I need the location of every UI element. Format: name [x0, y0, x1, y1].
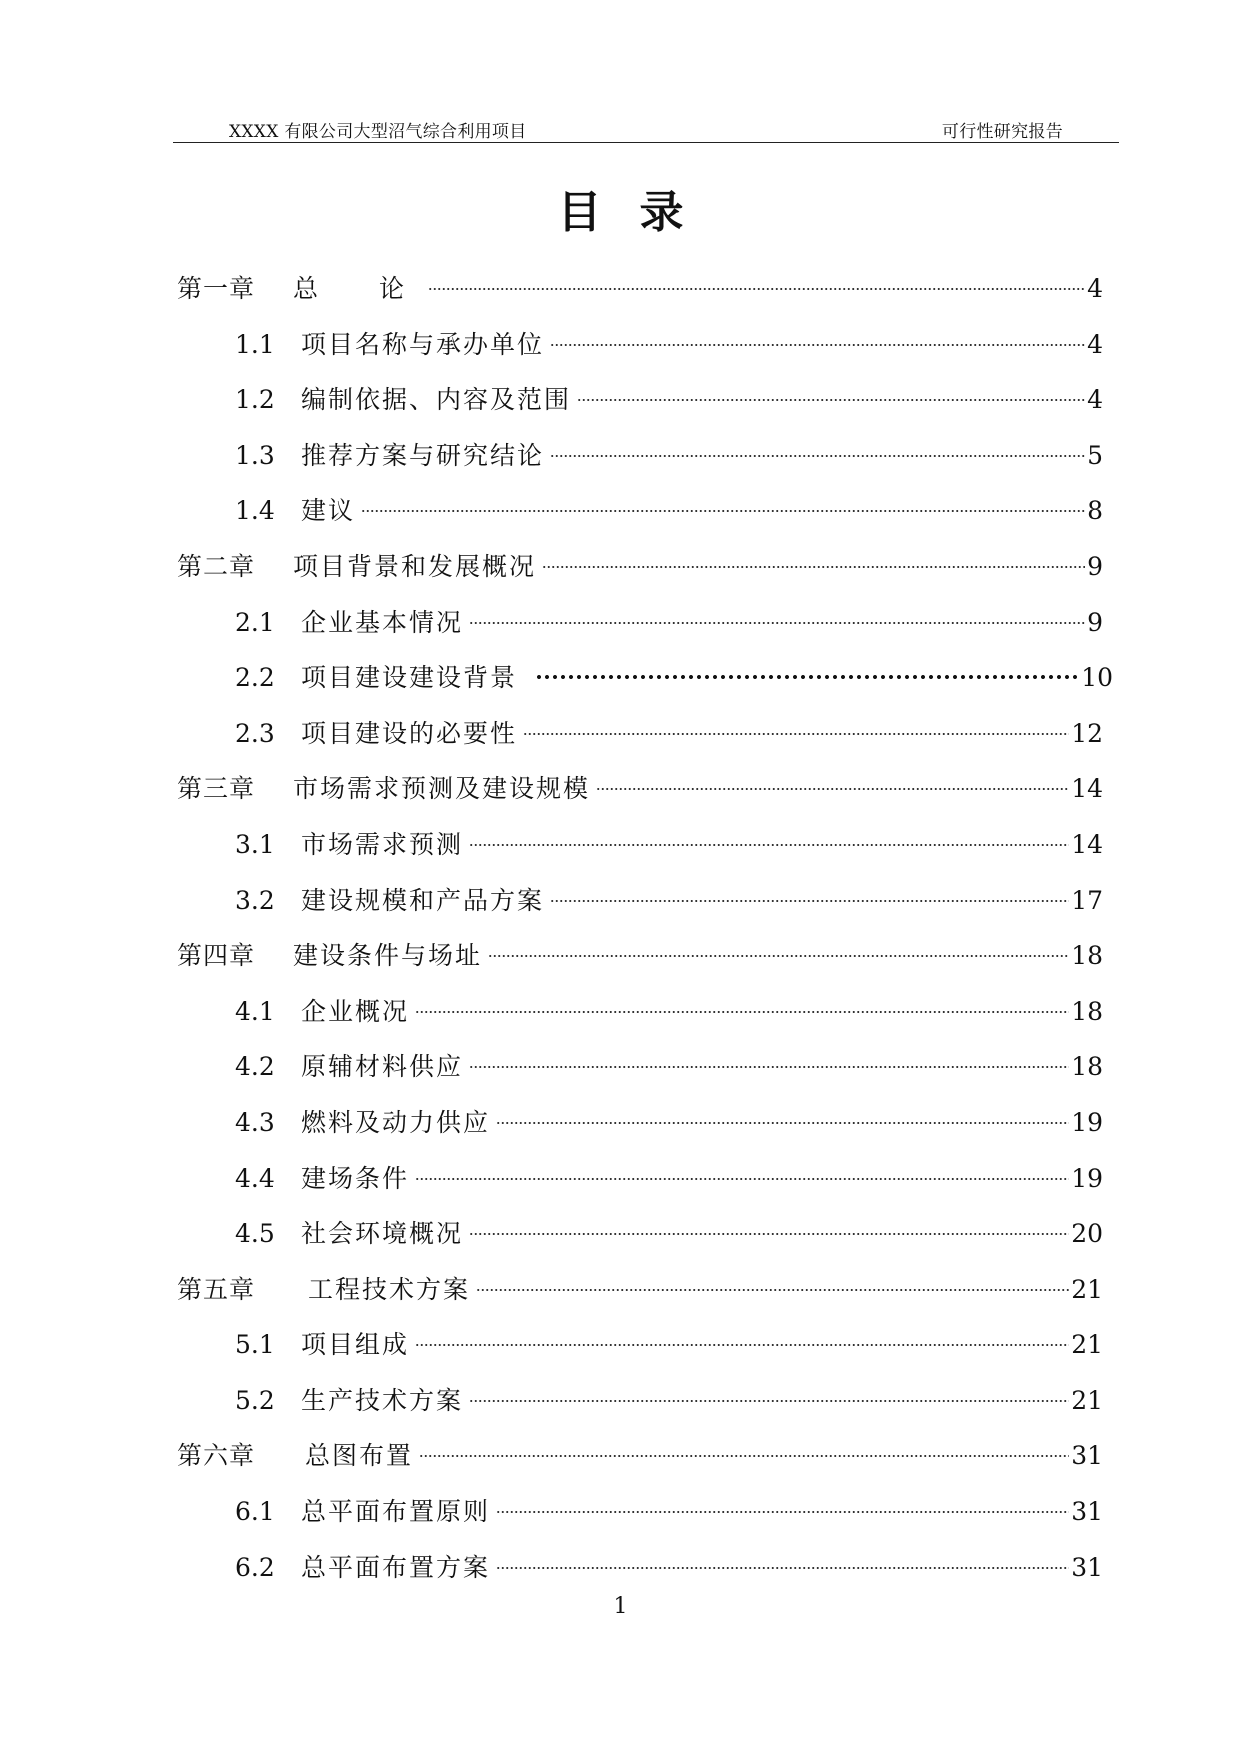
toc-section-number: 4.4	[235, 1163, 275, 1193]
toc-chapter-number: 第二章	[177, 551, 256, 581]
toc-dot-leader	[428, 286, 1085, 292]
toc-section-5-2[interactable]	[0, 1384, 1241, 1440]
toc-page-number: 18	[1071, 1052, 1103, 1082]
toc-section-4-3[interactable]	[0, 1106, 1241, 1162]
toc-chapter-3[interactable]	[0, 772, 1241, 828]
toc-page-number: 12	[1071, 718, 1103, 748]
toc-section-1-1[interactable]	[0, 328, 1241, 384]
toc-section-title: 原辅材料供应	[301, 1052, 464, 1082]
toc-section-title: 总平面布置原则	[301, 1497, 491, 1527]
toc-section-number: 3.2	[235, 885, 275, 915]
toc-section-number: 6.2	[235, 1552, 275, 1582]
toc-section-number: 5.2	[235, 1385, 275, 1415]
toc-section-number: 1.3	[235, 440, 275, 470]
toc-section-4-5[interactable]	[0, 1217, 1241, 1273]
page-title: 目录	[557, 187, 722, 238]
toc-page-number: 8	[1087, 496, 1103, 526]
toc-chapter-title: 市场需求预测及建设规模	[293, 774, 591, 804]
toc-section-1-4[interactable]	[0, 494, 1241, 550]
toc-page-number: 31	[1071, 1497, 1103, 1527]
toc-chapter-title: 总 论	[293, 274, 423, 303]
toc-chapter-5[interactable]	[0, 1273, 1241, 1329]
toc-section-title: 项目建设的必要性	[301, 718, 518, 748]
toc-chapter-6[interactable]	[0, 1439, 1241, 1495]
toc-page-number: 31	[1071, 1441, 1103, 1471]
toc-section-title: 企业基本情况	[301, 607, 464, 637]
toc-section-title: 项目建设建设背景	[301, 663, 518, 693]
table-of-contents	[0, 272, 1241, 1606]
toc-dot-leader	[523, 731, 1069, 737]
toc-page-number: 31	[1071, 1552, 1103, 1582]
header-report-type: 可行性研究报告	[941, 122, 1063, 142]
toc-chapter-title: 工程技术方案	[308, 1274, 471, 1304]
toc-section-number: 4.3	[235, 1107, 275, 1137]
toc-chapter-number: 第一章	[177, 274, 256, 303]
toc-dot-leader	[469, 1231, 1069, 1237]
toc-section-number: 5.1	[235, 1330, 275, 1360]
toc-page-number: 19	[1071, 1163, 1103, 1193]
toc-page-number: 4	[1087, 329, 1103, 359]
toc-chapter-2[interactable]	[0, 550, 1241, 606]
toc-section-title: 建场条件	[301, 1163, 410, 1193]
toc-dot-leader	[550, 453, 1085, 459]
toc-page-number: 9	[1087, 551, 1103, 581]
page-footer-number: 1	[613, 1594, 628, 1619]
toc-dot-leader	[419, 1453, 1069, 1459]
toc-dot-leader	[476, 1287, 1069, 1293]
toc-dot-leader	[596, 786, 1069, 792]
toc-section-number: 3.1	[235, 829, 275, 859]
toc-dot-leader	[469, 1398, 1069, 1404]
toc-section-4-2[interactable]	[0, 1050, 1241, 1106]
toc-dot-leader	[577, 397, 1085, 403]
page-header	[173, 116, 1119, 143]
toc-section-number: 2.1	[235, 607, 275, 637]
toc-page-number: 21	[1071, 1274, 1103, 1304]
toc-section-title: 推荐方案与研究结论	[301, 440, 545, 470]
toc-section-number: 2.3	[235, 718, 275, 748]
toc-chapter-title: 项目背景和发展概况	[293, 551, 537, 581]
toc-section-title: 建议	[301, 496, 356, 526]
toc-section-number: 4.5	[235, 1219, 275, 1249]
toc-chapter-number: 第六章	[177, 1441, 256, 1471]
toc-page-number: 19	[1071, 1107, 1103, 1137]
toc-dot-leader	[415, 1009, 1069, 1015]
toc-section-title: 编制依据、内容及范围	[301, 385, 572, 415]
toc-section-title: 燃料及动力供应	[301, 1107, 491, 1137]
toc-section-6-1[interactable]	[0, 1495, 1241, 1551]
toc-section-title: 社会环境概况	[301, 1219, 464, 1249]
toc-page-number: 10	[1081, 663, 1113, 693]
toc-page-number: 18	[1071, 996, 1103, 1026]
toc-dot-leader	[496, 1565, 1069, 1571]
toc-dot-leader	[415, 1342, 1069, 1348]
toc-chapter-title: 总图布置	[305, 1441, 414, 1471]
toc-dot-leader	[469, 1064, 1069, 1070]
toc-section-number: 2.2	[235, 663, 275, 693]
toc-section-title: 项目组成	[301, 1330, 410, 1360]
toc-page-number: 21	[1071, 1385, 1103, 1415]
toc-section-number: 1.4	[235, 496, 275, 526]
toc-dot-leader	[550, 898, 1069, 904]
toc-chapter-number: 第四章	[177, 941, 256, 971]
toc-dot-leader	[496, 1120, 1069, 1126]
toc-page-number: 18	[1071, 941, 1103, 971]
toc-section-number: 4.1	[235, 996, 275, 1026]
toc-dot-leader	[496, 1509, 1069, 1515]
toc-section-number: 4.2	[235, 1052, 275, 1082]
toc-page-number: 4	[1087, 385, 1103, 415]
toc-section-1-2[interactable]	[0, 383, 1241, 439]
toc-section-number: 1.1	[235, 329, 275, 359]
toc-section-3-2[interactable]	[0, 884, 1241, 940]
toc-dot-leader	[550, 342, 1085, 348]
toc-page-number: 17	[1071, 885, 1103, 915]
header-project-name: XXXX 有限公司大型沼气综合利用项目	[229, 122, 527, 142]
toc-dot-leader	[415, 1176, 1069, 1182]
toc-dot-leader	[469, 620, 1085, 626]
toc-section-1-3[interactable]	[0, 439, 1241, 495]
toc-chapter-1[interactable]	[0, 272, 1241, 328]
toc-section-title: 生产技术方案	[301, 1385, 464, 1415]
toc-section-5-1[interactable]	[0, 1328, 1241, 1384]
toc-page-number: 14	[1071, 829, 1103, 859]
toc-chapter-number: 第五章	[177, 1274, 256, 1304]
toc-page-number: 5	[1087, 440, 1103, 470]
toc-dot-leader	[488, 953, 1069, 959]
toc-page-number: 4	[1087, 274, 1103, 303]
toc-section-3-1[interactable]	[0, 828, 1241, 884]
toc-section-4-1[interactable]	[0, 995, 1241, 1051]
toc-section-2-1[interactable]	[0, 606, 1241, 662]
toc-section-number: 1.2	[235, 385, 275, 415]
toc-section-2-3[interactable]	[0, 717, 1241, 773]
toc-page-number: 20	[1071, 1219, 1103, 1249]
toc-page-number: 21	[1071, 1330, 1103, 1360]
toc-dot-leader	[469, 842, 1069, 848]
toc-dot-leader	[542, 564, 1085, 570]
toc-section-number: 6.1	[235, 1497, 275, 1527]
toc-section-2-2[interactable]	[0, 661, 1241, 717]
toc-chapter-number: 第三章	[177, 774, 256, 804]
toc-section-4-4[interactable]	[0, 1162, 1241, 1218]
toc-section-title: 建设规模和产品方案	[301, 885, 545, 915]
toc-chapter-4[interactable]	[0, 939, 1241, 995]
toc-page-number: 14	[1071, 774, 1103, 804]
toc-section-title: 项目名称与承办单位	[301, 329, 545, 359]
toc-page-number: 9	[1087, 607, 1103, 637]
toc-section-title: 总平面布置方案	[301, 1552, 491, 1582]
toc-dot-leader	[535, 674, 1079, 680]
toc-chapter-title: 建设条件与场址	[293, 941, 483, 971]
toc-dot-leader	[361, 508, 1085, 514]
toc-section-title: 市场需求预测	[301, 829, 464, 859]
toc-section-title: 企业概况	[301, 996, 410, 1026]
